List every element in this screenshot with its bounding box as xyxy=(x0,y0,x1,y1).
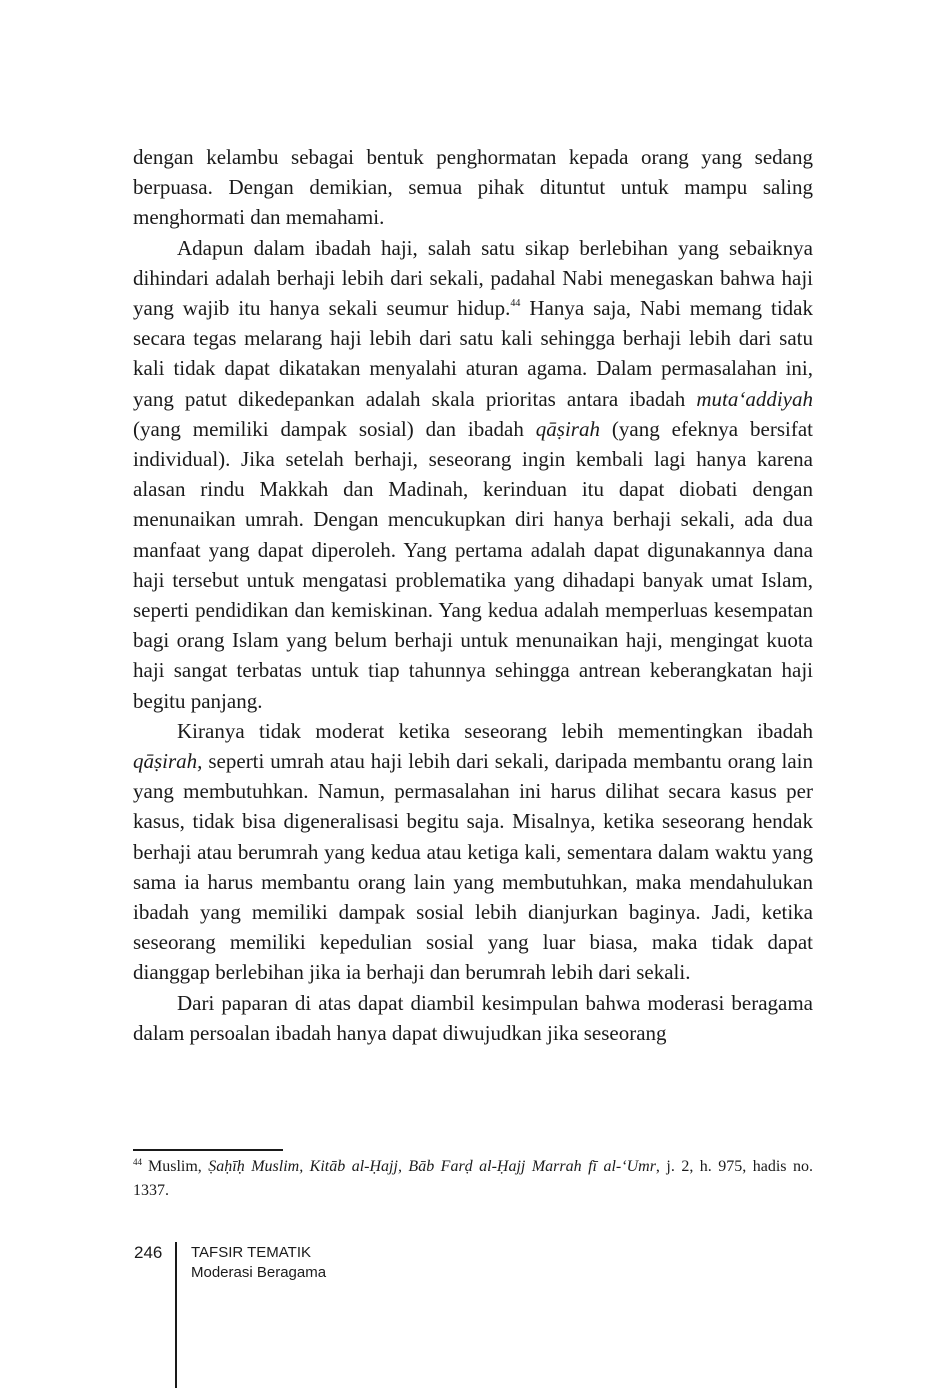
book-subtitle: Moderasi Beragama xyxy=(191,1264,327,1281)
footnote-marker: 44 xyxy=(133,1157,142,1167)
term-qasirah: qāṣirah xyxy=(535,416,600,441)
page-number: 246 xyxy=(134,1243,163,1262)
footnote: $^{44}$ Muslim, Ṣaḥīḥ Muslim, Kitāb al-Ḥajj, Bāb Farḍ al-Ḥajj Marrah fī al-‘Umr, j. 2, h. 975, hadis no. 1337. xyxy=(133,1157,814,1199)
paragraph-2: Adapun dalam ibadah haji, salah satu sikap berlebihan yang sebaiknya dihindari adalah berhaji lebih dari sekali, padahal Nabi menegaskan bahwa haji yang wajib itu hanya sekali seumur hidup.$^{44}$ Hanya saja, Nabi memang tidak secara tegas melarang haji lebih dari satu kali sehingga berhaji lebih dari satu kali tidak dapat dikatakan menyalahi aturan agama. Dalam permasalahan ini, yang patut dikedepankan adalah skala prioritas antara ibadah muta‘addiyah (yang memiliki dampak sosial) dan ibadah qāṣirah (yang efeknya bersifat individual). Jika setelah berhaji, seseorang ingin kembali lagi hanya karena alasan rindu Makkah dan Madinah, kerinduan itu dapat diobati dengan menunaikan umrah. Dengan mencukupkan diri hanya berhaji sekali, ada dua manfaat yang dapat diperoleh. Yang pertama adalah dapat digunakannya dana haji tersebut untuk mengatasi problematika yang dihadapi banyak umat Islam, seperti pendidikan dan kemiskinan. Yang kedua adalah memperluas kesempatan bagi orang Islam yang belum berhaji untuk menunaikan haji, mengingat kuota haji sangat terbatas untuk tiap tahunnya sehingga antrean keberangkatan haji begitu panjang. xyxy=(133,235,813,713)
main-text xyxy=(133,142,813,1048)
footer-divider xyxy=(175,1242,177,1388)
paragraph-4: Dari paparan di atas dapat diambil kesimpulan bahwa moderasi beragama dalam persoalan ibadah hanya dapat diwujudkan jika seseorang xyxy=(133,990,813,1045)
paragraph-1: dengan kelambu sebagai bentuk penghormatan kepada orang yang sedang berpuasa. Dengan demikian, semua pihak dituntut untuk mampu saling menghormati dan memahami. xyxy=(133,145,813,230)
footnote-divider xyxy=(133,1149,283,1151)
paragraph-3: Kiranya tidak moderat ketika seseorang lebih mementingkan ibadah qāṣirah, seperti umrah atau haji lebih dari sekali, daripada membantu orang lain yang membutuhkan. Namun, permasalahan ini harus dilihat secara kasus per kasus, tidak bisa digeneralisasi begitu saja. Misalnya, ketika seseorang hendak berhaji atau berumrah yang kedua atau ketiga kali, sementara dalam waktu yang sama ia harus membantu orang lain yang membutuhkan, maka mendahulukan ibadah yang memiliki dampak sosial lebih dianjurkan baginya. Jadi, ketika seseorang memiliki kepedulian sosial yang luar biasa, maka tidak dapat dianggap berlebihan jika ia berhaji dan berumrah lebih dari sekali. xyxy=(133,718,813,985)
footnote-source-title: Ṣaḥīḥ Muslim, Kitāb al-Ḥajj, Bāb Farḍ al-Ḥajj Marrah fī al-‘Umr xyxy=(208,1158,656,1175)
running-head xyxy=(191,1243,326,1283)
book-title: TAFSIR TEMATIK xyxy=(191,1244,312,1261)
footnote-reference[interactable]: 44 xyxy=(510,298,521,310)
term-mutaaddiyah: muta‘addiyah xyxy=(696,386,813,411)
term-qasirah-2: qāṣirah, xyxy=(133,749,203,774)
